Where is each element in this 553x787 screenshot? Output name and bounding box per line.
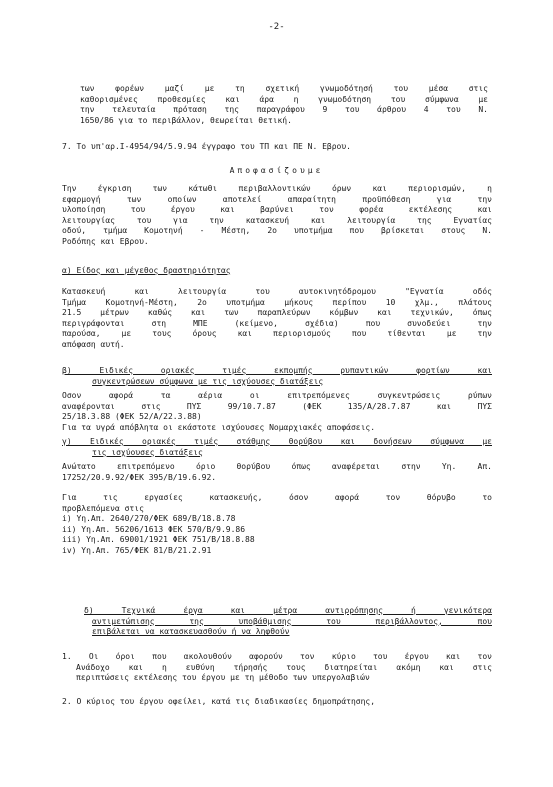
text-line: αναφέρονται στις ΠΥΣ 99/10.7.87 (ΦΕΚ 135/Α/28.7.87 και ΠΥΣ <box>62 401 492 411</box>
text-line: 21.5 μέτρων καθώς και των παραπλεύρων κόμβων και τεχνικών, όπως <box>62 308 492 318</box>
text-line: Κατασκευή και λειτουργία του αυτοκινητόδρομου "Εγνατία οδός <box>62 287 492 296</box>
text-line: 17252/20.9.92/ΦΕΚ 395/Β/19.6.92. <box>62 472 217 482</box>
text-line: οδού, τμήμα Κομοτηνή - Μέστη, 2ο υποτμήμα που βρίσκεται στους Ν. <box>62 226 492 236</box>
text-line: δ) Τεχνικά έργα και μέτρα αντιρρόπησης ή γενικότερα <box>84 606 492 615</box>
text-line: προβλεπόμενα στις <box>62 503 144 513</box>
text-line: τις ισχύουσες διατάξεις <box>92 447 203 457</box>
text-line: εφαρμογή των οποίων αποτελεί απαραίτητη προϋπόθεση για την <box>62 194 492 204</box>
section-c-paragraph <box>62 462 492 483</box>
page-number: -2- <box>268 22 285 32</box>
section-c-heading <box>62 437 492 458</box>
section-a-heading: α) Είδος και μέγεθος δραστηριότητας <box>62 266 231 275</box>
list-item: iv) Υη.Απ. 765/ΦΕΚ 81/Β/21.2.91 <box>62 545 212 555</box>
text-line: Ανάδοχο και η ευθύνη τήρησής τους διατηρείται ακόμη και στις <box>76 662 492 672</box>
section-d-heading <box>62 606 492 638</box>
text-line: Για τα υγρά απόβλητα οι εκάστοτε ισχύουσες Νομαρχιακές αποφάσεις. <box>62 422 376 432</box>
decision-paragraph <box>62 184 492 248</box>
text-line: των φορέων μαζί με τη σχετική γνωμοδότησή του μέσα στις <box>80 84 488 93</box>
text-line: επιβάλεται να κατασκευασθούν ή να ληφθούν <box>92 627 290 637</box>
text-line: Οσον αφορά τα αέρια οι επιτρεπόμενες συγκεντρώσεις ρύπων <box>62 391 492 400</box>
text-line: Τμήμα Κομοτηνή-Μέστη, 2ο υποτμήμα μήκους περίπου 10 χλμ., πλάτους <box>62 297 492 307</box>
intro-paragraph <box>80 84 488 126</box>
text-line: 1. Οι όροι που ακολουθούν αφορούν τον κύριο του έργου και τον <box>62 652 492 661</box>
text-line: Για τις εργασίες κατασκευής, όσον αφορά τον θόρυβο το <box>62 493 492 502</box>
list-item: i) Υη.Απ. 2640/270/ΦΕΚ 689/Β/18.8.78 <box>62 514 236 523</box>
item-d1 <box>62 652 492 684</box>
section-b-heading <box>62 366 492 387</box>
list-item: iii) Υη.Απ. 69001/1921 ΦΕΚ 751/Β/18.8.88 <box>62 535 255 545</box>
text-line: Την έγκριση των κάτωθι περιβαλλοντικών όρων και περιορισμών, η <box>62 184 492 193</box>
section-a-paragraph <box>62 287 492 351</box>
text-line: την τελευταία πρόταση της παραγράφου 9 του άρθρου 4 του Ν. <box>80 105 488 115</box>
text-line: Ροδόπης και Εβρου. <box>62 236 149 246</box>
list-item: ii) Υη.Απ. 56206/1613 ΦΕΚ 570/Β/9.9.86 <box>62 524 246 534</box>
text-line: λειτουργίας του για την κατασκευή και λειτουργία της Εγνατίας <box>62 215 492 225</box>
text-line: 1650/86 για το περιβάλλον, θεωρείται θετική. <box>80 115 292 125</box>
item-7: 7. Το υπ'αρ.Ι-4954/94/5.9.94 έγγραφο του ΤΠ και ΠΕ Ν. Εβρου. <box>62 142 351 151</box>
references-list <box>62 514 492 556</box>
text-line: περιγράφονται στη ΜΠΕ (κείμενο, σχέδια) που συνοδεύει την <box>62 318 492 328</box>
text-line: Ανώτατο επιτρεπόμενο όριο θορύβου όπως αναφέρεται στην Υη. Απ. <box>62 462 492 471</box>
text-line: καθορισμένες προθεσμίες και άρα η γνωμοδότηση του σύμφωνα με <box>80 94 488 104</box>
text-line: υλοποίηση του έργου και βαρύνει τον φορέα εκτέλεσης και <box>62 205 492 215</box>
item-d2: 2. Ο κύριος του έργου οφείλει, κατά τις διαδικασίες δημοπράτησης, <box>62 697 376 706</box>
text-line: περιπτώσεις εκτέλεσης του έργου με τη μέθοδο των υπεργολαβιών <box>76 673 370 683</box>
text-line: 25/18.3.88 (ΦΕΚ 52/Α/22.3.88) <box>62 412 202 422</box>
section-c-construction <box>62 493 492 514</box>
decision-title: Αποφασίζουμε <box>229 166 324 175</box>
text-line: αντιμετώπισης της υποβάθμισης του περιβάλλοντος, που <box>92 616 492 626</box>
section-b-paragraph <box>62 391 492 433</box>
text-line: β) Ειδικές οριακές τιμές εκπομπής ρυπαντικών φορτίων και <box>62 366 492 375</box>
text-line: συγκεντρώσεων σύμφωνα με τις ισχύουσες διατάξεις <box>92 376 324 386</box>
text-line: απόφαση αυτή. <box>62 339 125 349</box>
text-line: γ) Ειδικές οριακές τιμές στάθμης θορύβου και δονήσεων σύμφωνα με <box>62 437 492 446</box>
text-line: παρούσα, με τους όρους και περιορισμούς που τίθενται με την <box>62 329 492 339</box>
